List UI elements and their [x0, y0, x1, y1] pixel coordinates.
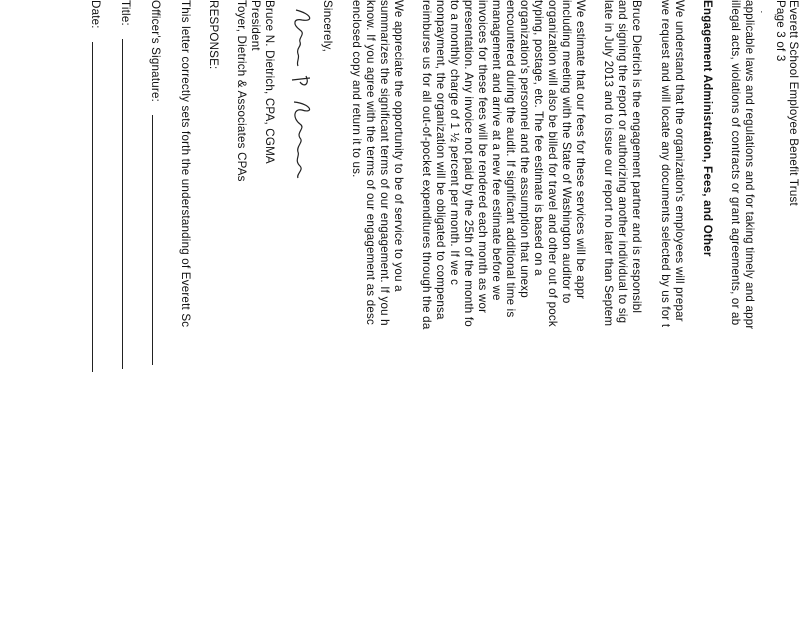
paragraph-line: reimburse us for all out-of-pocket expenditures through the da	[420, 0, 433, 330]
paragraph-line: nonpayment, the organization will be obligated to compensa	[434, 0, 447, 320]
scan-specks: - ' -	[745, 10, 782, 19]
officer-signature-label: Officer's Signature:	[149, 0, 162, 103]
paragraph-line: late in July 2013 and to issue our report no later than Septem	[602, 0, 615, 327]
page-number: Page 3 of 3	[774, 0, 787, 62]
signer-title: President	[249, 0, 262, 51]
signer-name: Bruce N. Dietrich, CPA, CGMA	[263, 0, 276, 164]
section-heading: Engagement Administration, Fees, and Other	[701, 0, 714, 257]
closing: Sincerely,	[321, 0, 334, 53]
title-label: Title:	[119, 0, 132, 26]
paragraph-line: We estimate that our fees for these services will be appr	[574, 0, 587, 300]
document-title: Everett School Employee Benefit Trust	[787, 0, 800, 206]
officer-signature-row	[148, 0, 162, 365]
date-field[interactable]	[92, 42, 93, 372]
title-row	[118, 0, 132, 369]
title-field[interactable]	[122, 39, 123, 369]
paragraph-line: organization will also be billed for travel and other out of pock	[546, 0, 559, 327]
paragraph-line: we request and will locate any documents selected by us for t	[659, 0, 672, 328]
paragraph-line: including meeting with the State of Washington auditor to	[560, 0, 573, 304]
paragraph-line: We appreciate the opportunity to be of service to you a	[392, 0, 405, 292]
handwritten-signature	[284, 6, 320, 196]
response-heading: RESPONSE:	[207, 0, 220, 70]
signer-firm: Toyer, Dietrich & Associates CPAs	[235, 0, 248, 182]
paragraph-line: encountered during the audit. If significant additional time is	[504, 0, 517, 318]
date-row	[88, 0, 102, 372]
response-text: This letter correctly sets forth the understanding of Everett Sc	[179, 0, 192, 328]
paragraph-line: and signing the report or authorizing another individual to sig	[616, 0, 629, 324]
paragraph-line: management and arrive at a new fee estimate before we	[490, 0, 503, 301]
paragraph-line: enclosed copy and return it to us.	[350, 0, 363, 178]
paragraph-line: organization's personnel and the assumption that unexp	[518, 0, 531, 298]
paragraph-line: typing, postage, etc. The fee estimate is based on a	[532, 0, 545, 276]
paragraph-line: invoices for these fees will be rendered each month as wor	[476, 0, 489, 314]
date-label: Date:	[89, 0, 102, 29]
paragraph-line: to a monthly charge of 1 ½ percent per month. If we c	[448, 0, 461, 286]
letter-page	[60, 0, 800, 618]
officer-signature-field[interactable]	[152, 115, 153, 365]
intro-line: applicable laws and regulations and for taking timely and appr	[743, 0, 756, 330]
intro-line: illegal acts, violations of contracts or grant agreements, or ab	[729, 0, 742, 326]
paragraph-line: know. If you agree with the terms of our engagement as desc	[364, 0, 377, 326]
paragraph-line: Bruce Dietrich is the engagement partner and is responsibl	[630, 0, 643, 314]
paragraph-line: We understand that the organization's employees will prepar	[673, 0, 686, 322]
paragraph-line: summarizes the significant terms of our engagement. If you h	[378, 0, 391, 326]
paragraph-line: presentation. Any invoice not paid by the 25th of the month fo	[462, 0, 475, 327]
